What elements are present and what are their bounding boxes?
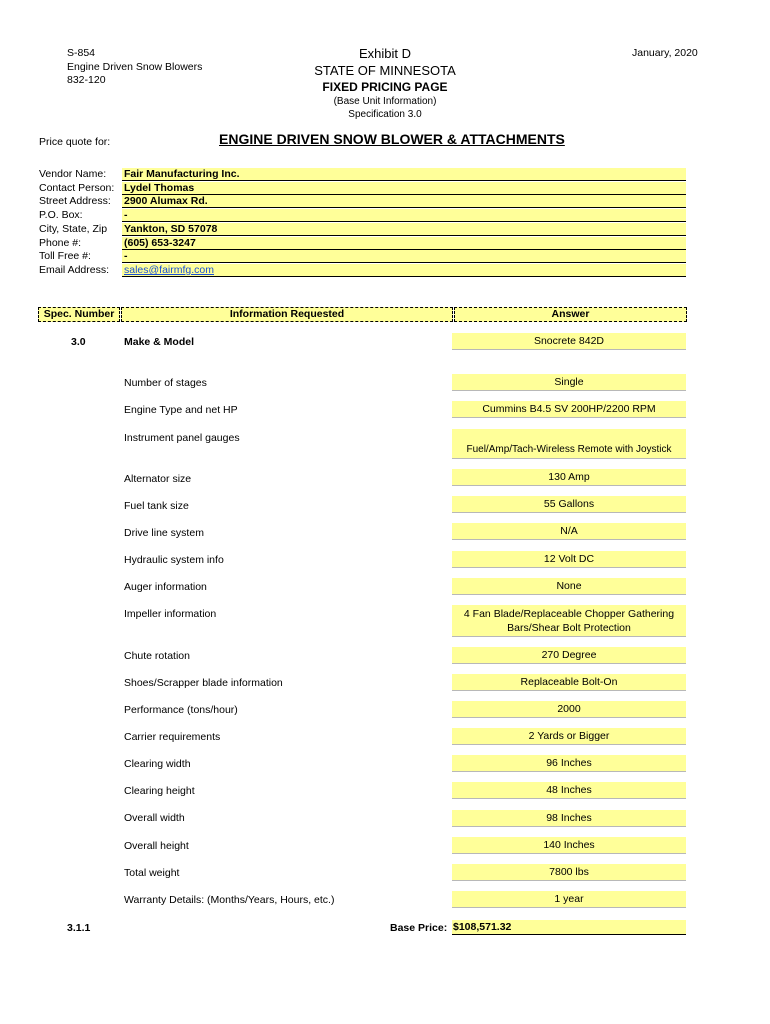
po-box-label: P.O. Box: bbox=[39, 209, 83, 221]
row-label: Auger information bbox=[124, 581, 207, 593]
row-answer-line-2: Bars/Shear Bolt Protection bbox=[507, 622, 631, 634]
spec-number: 3.0 bbox=[71, 336, 86, 348]
make-model-value: Snocrete 842D bbox=[452, 333, 686, 350]
street-address-label: Street Address: bbox=[39, 195, 111, 207]
doc-subject: Engine Driven Snow Blowers bbox=[67, 61, 203, 73]
row-answer: N/A bbox=[452, 523, 686, 540]
row-answer: Cummins B4.5 SV 200HP/2200 RPM bbox=[452, 401, 686, 418]
base-price-label: Base Price: bbox=[390, 922, 448, 934]
quote-title: ENGINE DRIVEN SNOW BLOWER & ATTACHMENTS bbox=[219, 131, 565, 147]
information-requested-header: Information Requested bbox=[121, 307, 453, 322]
toll-free-label: Toll Free #: bbox=[39, 250, 91, 262]
row-label: Instrument panel gauges bbox=[124, 432, 240, 444]
city-state-zip-label: City, State, Zip bbox=[39, 223, 108, 235]
make-model-label: Make & Model bbox=[124, 336, 195, 348]
row-label: Fuel tank size bbox=[124, 500, 189, 512]
row-label: Hydraulic system info bbox=[124, 554, 224, 566]
row-answer: 2 Yards or Bigger bbox=[452, 728, 686, 745]
contact-person-value: Lydel Thomas bbox=[122, 182, 686, 195]
row-answer: 2000 bbox=[452, 701, 686, 718]
row-label: Performance (tons/hour) bbox=[124, 704, 238, 716]
base-price-value: $108,571.32 bbox=[452, 920, 686, 935]
row-answer: 55 Gallons bbox=[452, 496, 686, 513]
row-label: Chute rotation bbox=[124, 650, 190, 662]
row-label: Engine Type and net HP bbox=[124, 404, 238, 416]
po-box-value: - bbox=[122, 209, 686, 222]
row-label: Clearing width bbox=[124, 758, 191, 770]
base-unit-info: (Base Unit Information) bbox=[333, 96, 437, 107]
row-label: Clearing height bbox=[124, 785, 195, 797]
row-answer: 130 Amp bbox=[452, 469, 686, 486]
row-label: Shoes/Scrapper blade information bbox=[124, 677, 283, 689]
row-label: Total weight bbox=[124, 867, 180, 879]
email-value-cell bbox=[122, 264, 686, 277]
phone-label: Phone #: bbox=[39, 237, 82, 249]
city-state-zip-value: Yankton, SD 57078 bbox=[122, 223, 686, 236]
row-label: Alternator size bbox=[124, 473, 192, 485]
doc-date: January, 2020 bbox=[632, 47, 698, 59]
row-label: Carrier requirements bbox=[124, 731, 221, 743]
row-answer: 12 Volt DC bbox=[452, 551, 686, 568]
row-label: Overall height bbox=[124, 840, 189, 852]
row-label: Impeller information bbox=[124, 608, 217, 620]
answer-header: Answer bbox=[454, 307, 687, 322]
row-answer-line-1: 4 Fan Blade/Replaceable Chopper Gathering bbox=[463, 608, 675, 620]
footer-spec-number: 3.1.1 bbox=[67, 922, 91, 934]
vendor-name-value: Fair Manufacturing Inc. bbox=[122, 168, 686, 181]
toll-free-value: - bbox=[122, 250, 686, 263]
row-label: Drive line system bbox=[124, 527, 204, 539]
spec-version: Specification 3.0 bbox=[348, 109, 422, 120]
doc-number: 832-120 bbox=[67, 74, 106, 86]
price-quote-label: Price quote for: bbox=[39, 136, 111, 148]
row-answer: 96 Inches bbox=[452, 755, 686, 772]
exhibit-title: Exhibit D bbox=[358, 46, 412, 61]
email-link[interactable]: sales@fairmfg.com bbox=[124, 264, 215, 276]
row-answer-multiline bbox=[452, 605, 686, 637]
email-label: Email Address: bbox=[39, 264, 110, 276]
street-address-value: 2900 Alumax Rd. bbox=[122, 195, 686, 208]
row-answer: 140 Inches bbox=[452, 837, 686, 854]
row-answer: 98 Inches bbox=[452, 810, 686, 827]
fixed-pricing-title: FIXED PRICING PAGE bbox=[322, 80, 448, 94]
row-answer: 270 Degree bbox=[452, 647, 686, 664]
phone-value: (605) 653-3247 bbox=[122, 237, 686, 250]
row-label: Warranty Details: (Months/Years, Hours, etc.) bbox=[124, 894, 335, 906]
row-answer: Single bbox=[452, 374, 686, 391]
state-title: STATE OF MINNESOTA bbox=[314, 63, 456, 78]
row-label: Number of stages bbox=[124, 377, 207, 389]
row-answer: 48 Inches bbox=[452, 782, 686, 799]
spec-number-header: Spec. Number bbox=[38, 307, 120, 322]
row-label: Overall width bbox=[124, 812, 185, 824]
row-answer: Fuel/Amp/Tach-Wireless Remote with Joystick bbox=[452, 429, 686, 459]
row-answer: None bbox=[452, 578, 686, 595]
row-answer: 7800 lbs bbox=[452, 864, 686, 881]
vendor-name-label: Vendor Name: bbox=[39, 168, 107, 180]
row-answer: Replaceable Bolt-On bbox=[452, 674, 686, 691]
contact-person-label: Contact Person: bbox=[39, 182, 115, 194]
doc-id: S-854 bbox=[67, 47, 96, 59]
row-answer: 1 year bbox=[452, 891, 686, 908]
